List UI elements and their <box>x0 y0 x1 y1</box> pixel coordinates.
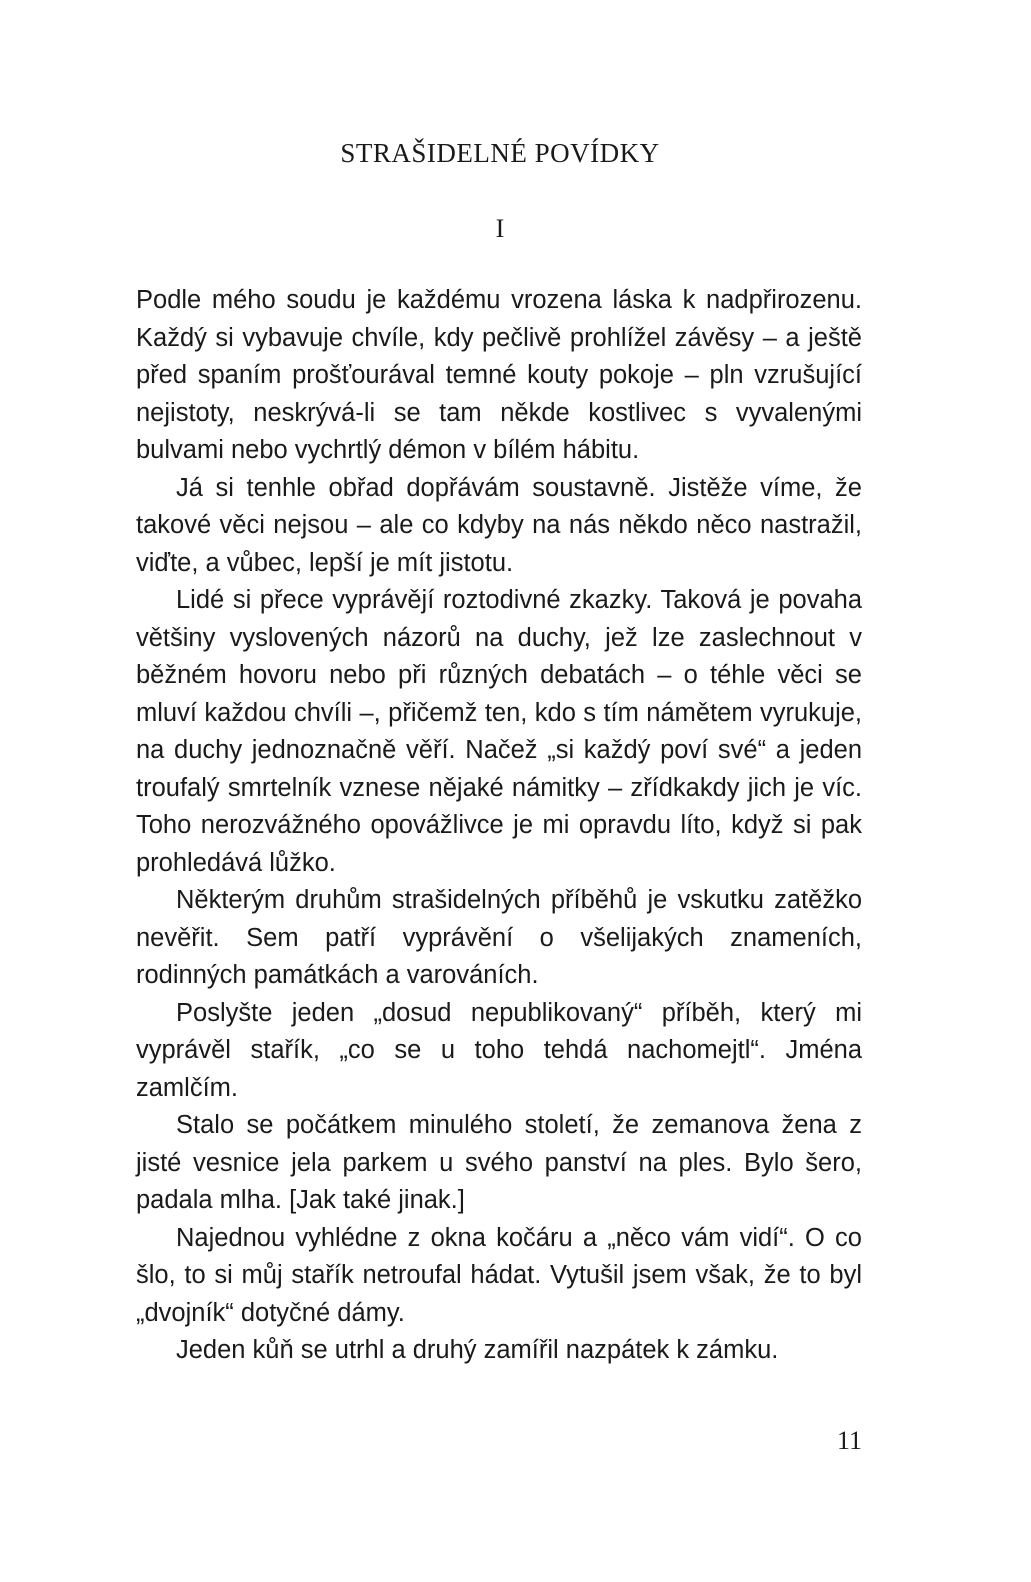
page-number: 11 <box>836 1426 862 1455</box>
paragraph-6: Stalo se počátkem minulého století, že zemanova žena z jisté vesnice jela parkem u svého panství na ples. Bylo šero, padala mlha. [Jak také jinak.] <box>136 1111 862 1214</box>
paragraph-2: Já si tenhle obřad dopřávám soustavně. Jistěže víme, že takové věci nejsou – ale co kdyby na nás někdo něco nastražil, viďte, a vůbec, lepší je mít jistotu. <box>136 473 862 577</box>
paragraph-8: Jeden kůň se utrhl a druhý zamířil nazpátek k zámku. <box>176 1336 779 1364</box>
paragraph-7: Najednou vyhlédne z okna kočáru a „něco vám vidí“. O co šlo, to si můj stařík netroufal hádat. Vytušil jsem však, že to byl „dvojník“ dotyčné dámy. <box>136 1223 862 1327</box>
chapter-number: I <box>495 214 505 243</box>
page-title: STRAŠIDELNÉ POVÍDKY <box>340 138 660 168</box>
paragraph-5: Poslyšte jeden „dosud nepublikovaný“ příběh, který mi vyprávěl stařík, „co se u toho tehdá nachomejtl“. Jména zamlčím. <box>136 998 862 1102</box>
paragraph-4: Některým druhům strašidelných příběhů je vskutku zatěžko nevěřit. Sem patří vyprávění o všelijakých znameních, rodinných památkách a varováních. <box>136 886 862 989</box>
paragraph-1: Podle mého soudu je každému vrozena láska k nadpřirozenu. Každý si vybavuje chvíle, kdy pečlivě prohlížel závěsy – a ještě před spaním prošťourával temné kouty pokoje – pln vzrušující nejistoty, neskrývá-li se tam někde kostlivec s vyvalenými bulvami nebo vychrtlý démon v bílém hábitu. <box>136 286 862 464</box>
body-text <box>136 282 862 1370</box>
paragraph-3: Lidé si přece vyprávějí roztodivné zkazky. Taková je povaha většiny vyslovených názorů na duchy, jež lze zaslechnout v běžném hovoru nebo při různých debatách – o téhle věci se mluví každou chvíli –, přičemž ten, kdo s tím námětem vyrukuje, na duchy jednoznačně věří. Načež „si každý poví své“ a jeden troufalý smrtelník vznese nějaké námitky – zřídkakdy jich je víc. Toho nerozvážného opovážlivce je mi opravdu líto, když si pak prohledává lůžko. <box>136 586 862 877</box>
